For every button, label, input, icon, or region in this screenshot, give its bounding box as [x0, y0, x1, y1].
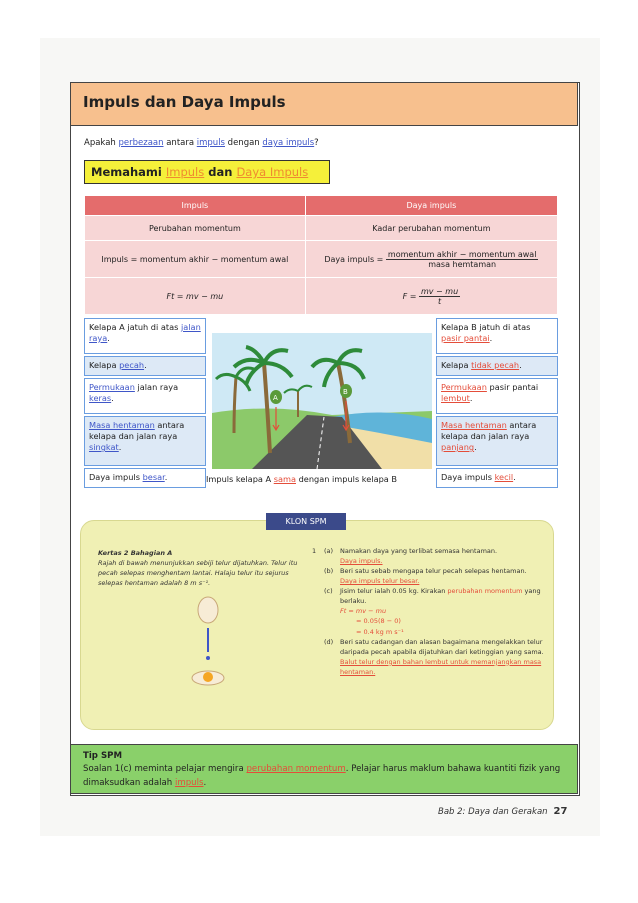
answer-line: Ft = mv − mu — [340, 607, 387, 616]
klon-spm-tab: KLON SPM — [266, 513, 346, 530]
caption-text: dengan impuls kelapa B — [296, 474, 398, 484]
box-keyword: Masa hentaman — [89, 420, 155, 430]
chapter-label: Bab 2: Daya dan Gerakan — [438, 807, 548, 817]
question-text: Namakan daya yang terlibat semasa hentaman. — [340, 547, 498, 555]
question-body — [340, 637, 550, 677]
box-text: antara kelapa dan jalan raya — [441, 420, 537, 442]
box-text: Daya impuls — [89, 472, 143, 482]
tip-title: Tip SPM — [83, 751, 122, 761]
page-footer — [438, 806, 567, 817]
table-cell: Impuls = momentum akhir − momentum awal — [85, 241, 306, 278]
question-label: (d) — [324, 637, 334, 646]
box-text: . — [489, 333, 493, 344]
box-text: jalan raya — [134, 382, 179, 392]
box-text: pasir pantai — [486, 382, 539, 392]
coconut-b-label: B — [343, 388, 348, 396]
tip-text: . Pelajar harus maklum bahawa kuantiti fizik yang dimaksudkan adalah — [83, 764, 561, 788]
fraction-denominator: t — [438, 296, 442, 306]
fraction — [419, 287, 460, 306]
question-body — [340, 586, 550, 636]
coconut-a-label: A — [273, 394, 278, 402]
box-keyword: Permukaan — [89, 382, 135, 392]
klon-paper-title: Kertas 2 Bahagian A — [98, 549, 173, 557]
page-title: Impuls dan Daya Impuls — [83, 93, 286, 111]
answer-text: Daya impuls. — [340, 557, 383, 566]
tip-spm-box — [70, 744, 578, 794]
table-cell: Ft = mv − mu — [85, 278, 306, 315]
box-keyword: Permukaan — [441, 382, 487, 392]
box-keyword: pecah — [119, 360, 145, 370]
fraction-numerator: mv − mu — [420, 286, 459, 296]
question-a — [312, 546, 550, 566]
question-body — [340, 566, 550, 586]
title-bar — [70, 82, 578, 126]
question-body — [340, 546, 550, 566]
box-text: Kelapa — [89, 360, 120, 370]
tip-text: . — [203, 777, 207, 788]
answer-line: = 0.05(8 − 0) — [356, 617, 401, 626]
yolk-icon — [203, 672, 213, 682]
box-text: . — [107, 333, 110, 344]
question-label: (b) — [324, 567, 334, 576]
question-text: Jisim telur ialah 0.05 kg. Kirakan — [340, 587, 448, 596]
question-text: Beri satu sebab mengapa telur pecah selepas hentaman. — [340, 567, 527, 576]
box-text: Kelapa — [441, 360, 472, 370]
formula-prefix: F = — [402, 291, 417, 301]
box-keyword: singkat — [89, 442, 119, 453]
question-number: 1 — [312, 547, 317, 555]
question-label: (a) — [324, 547, 334, 555]
box-text: Kelapa B jatuh di atas — [441, 322, 531, 332]
tip-keyword: perubahan momentum — [246, 764, 346, 775]
question-label: (c) — [324, 587, 333, 596]
question-keyword: impuls — [196, 138, 225, 148]
right-box-time — [436, 416, 558, 466]
heading-text: Memahami — [91, 165, 166, 179]
section-heading — [84, 160, 330, 184]
arrow-dot — [206, 656, 210, 660]
question-text: Apakah — [84, 138, 119, 148]
tip-keyword: impuls — [174, 777, 204, 788]
question-text: yang berlaku. — [340, 587, 541, 606]
question-keyword: perbezaan — [118, 138, 164, 148]
fraction-numerator: momentum akhir − momentum awal — [387, 249, 537, 259]
right-box-surface — [436, 378, 558, 414]
question-keyword: perubahan momentum — [447, 587, 523, 596]
klon-question-stem — [98, 548, 304, 697]
heading-keyword: Impuls — [165, 165, 205, 179]
box-keyword: pasir pantai — [441, 333, 490, 344]
right-box-fall — [436, 318, 558, 354]
answer-text: Daya impuls telur besar. — [340, 577, 420, 586]
heading-text: dan — [204, 165, 237, 179]
left-box-force — [84, 468, 206, 488]
table-cell-formula — [305, 278, 557, 315]
caption-text: Impuls kelapa A — [206, 474, 274, 484]
question-c — [312, 586, 550, 636]
table-cell: Kadar perubahan momentum — [305, 216, 557, 241]
box-text: Kelapa A jatuh di atas — [89, 322, 181, 332]
egg-illustration — [178, 594, 238, 694]
left-box-fall — [84, 318, 206, 354]
page-number: 27 — [553, 806, 568, 817]
box-text: Daya impuls — [441, 472, 495, 482]
answer-line: = 0.4 kg m s⁻¹ — [356, 627, 404, 636]
coconut-fall-illustration — [212, 333, 432, 469]
left-box-time — [84, 416, 206, 466]
question-b — [312, 566, 550, 586]
box-keyword: tidak pecah — [471, 360, 520, 370]
box-text: . — [519, 360, 522, 370]
answer-text: Balut telur dengan bahan lembut untuk memanjangkan masa hentaman. — [340, 657, 542, 676]
box-text: . — [164, 472, 168, 482]
fraction — [386, 250, 539, 269]
question-keyword: daya impuls — [262, 138, 315, 148]
question-text: antara — [163, 138, 197, 148]
heading-keyword: Daya Impuls — [236, 165, 309, 179]
box-keyword: keras — [89, 393, 112, 404]
box-keyword: besar — [142, 472, 165, 482]
box-text: . — [144, 360, 147, 370]
question-text: Beri satu cadangan dan alasan bagaimana mengelakkan telur daripada pecah apabila dijatuhkan dari ketinggian yang sama. — [340, 637, 544, 656]
box-text: . — [111, 393, 114, 404]
left-box-result — [84, 356, 206, 376]
box-text: . — [469, 393, 473, 404]
box-keyword: kecil — [494, 472, 514, 482]
tip-text: Soalan 1(c) meminta pelajar mengira — [83, 764, 247, 775]
klon-stem-text: Rajah di bawah menunjukkan sebiji telur dijatuhkan. Telur itu pecah selepas menghentam lantai. Halaju telur itu sejurus selepas hentaman adalah 8 m s⁻¹. — [98, 559, 298, 588]
box-text: . — [118, 442, 122, 453]
box-keyword: jalan raya — [89, 322, 201, 344]
egg-icon — [198, 597, 218, 623]
formula-prefix: Daya impuls = — [324, 254, 384, 264]
fraction-denominator: masa hemtaman — [428, 259, 497, 269]
klon-questions — [312, 546, 550, 677]
comparison-table — [84, 195, 558, 315]
box-keyword: lembut — [441, 393, 470, 404]
box-keyword: Masa hentaman — [441, 420, 507, 430]
question-text: dengan — [224, 138, 263, 148]
illustration-caption — [206, 474, 397, 484]
table-cell: Perubahan momentum — [85, 216, 306, 241]
right-box-result — [436, 356, 558, 376]
table-header-daya-impuls: Daya impuls — [305, 196, 557, 216]
caption-keyword: sama — [273, 474, 296, 484]
left-box-surface — [84, 378, 206, 414]
table-cell-formula — [305, 241, 557, 278]
question-d — [312, 637, 550, 677]
intro-question — [84, 138, 319, 148]
box-text: . — [474, 442, 477, 453]
right-box-force — [436, 468, 558, 488]
box-keyword: panjang — [441, 442, 475, 453]
box-text: antara kelapa dan jalan raya — [89, 420, 185, 442]
table-header-impuls: Impuls — [85, 196, 306, 216]
box-text: . — [513, 472, 516, 482]
question-text: ? — [314, 138, 319, 148]
